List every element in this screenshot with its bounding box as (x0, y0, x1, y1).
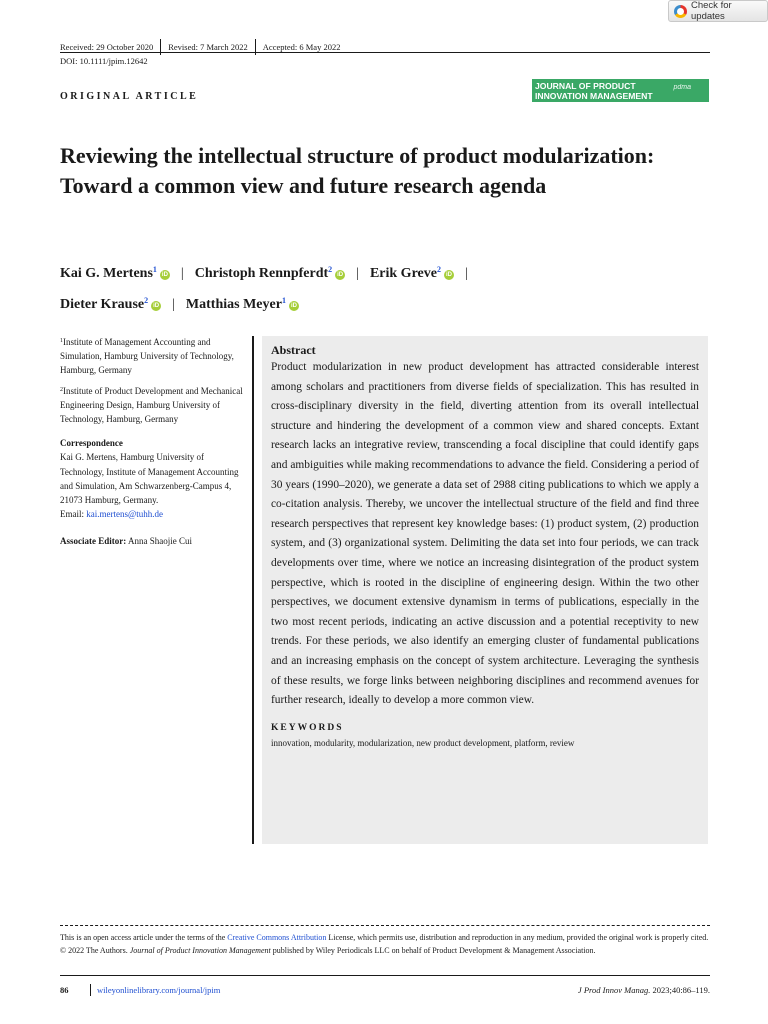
check-for-updates-label: Check for updates (691, 0, 732, 22)
article-title: Reviewing the intellectual structure of product modularization: Toward a common view and future research agenda (60, 143, 655, 198)
author[interactable] (186, 297, 299, 312)
footer-rule (60, 975, 710, 976)
journal-url-link[interactable]: wileyonlinelibrary.com/journal/jpim (97, 985, 221, 995)
journal-logo-line2: INNOVATION MANAGEMENT (535, 91, 653, 101)
correspondence-email (60, 507, 245, 521)
orcid-icon[interactable]: iD (161, 272, 168, 278)
header-rule (60, 52, 710, 53)
revised-date: Revised: 7 March 2022 (168, 42, 248, 52)
license-suffix: License, which permits use, distribution and reproduction in any medium, provided the original work is properly cited. (328, 933, 709, 942)
affiliation (60, 383, 245, 427)
keywords-heading: KEYWORDS (271, 722, 344, 733)
citation-journal: J Prod Innov Manag. (577, 985, 651, 995)
author-list (60, 256, 680, 318)
pdma-logo-mark: pdma (673, 84, 691, 91)
check-for-updates-button[interactable] (668, 0, 768, 22)
orcid-icon[interactable]: iD (153, 303, 160, 309)
copyright (60, 944, 710, 957)
author-separator: | (464, 266, 468, 281)
orcid-icon[interactable]: iD (337, 272, 344, 278)
journal-logo (532, 79, 709, 102)
author-name: Kai G. Mertens (60, 266, 153, 281)
affiliation-text: Institute of Management Accounting and Simulation, Hamburg University of Technology, Hamburg, Germany (60, 337, 234, 376)
abstract-box (262, 336, 708, 844)
affiliation-text: Institute of Product Development and Mechanical Engineering Design, Hamburg University of Technology, Hamburg, Germany (60, 385, 243, 425)
author[interactable] (60, 297, 161, 312)
associate-editor-label: Associate Editor: (60, 536, 127, 547)
license-prefix: This is an open access article under the terms of the (60, 933, 226, 942)
doi: DOI: 10.1111/jpim.12642 (60, 56, 148, 66)
orcid-icon[interactable]: iD (445, 272, 452, 278)
citation-details: 2023;40:86–119. (652, 985, 710, 995)
affiliation-number: 2 (60, 386, 63, 393)
affiliation-ref: 1 (281, 296, 286, 305)
license-text (60, 931, 710, 944)
email-label: Email: (60, 509, 84, 520)
page-footer (60, 984, 710, 996)
author[interactable] (60, 266, 170, 281)
footer-separator (90, 984, 91, 996)
associate-editor-name: Anna Shaojie Cui (128, 536, 193, 547)
license-divider (60, 925, 710, 926)
affiliation-number: 1 (60, 338, 63, 344)
abstract-heading: Abstract (271, 343, 316, 357)
associate-editor (60, 534, 245, 548)
author-separator: | (356, 266, 359, 281)
article-type: ORIGINAL ARTICLE (60, 91, 199, 102)
abstract-text: Product modularization in new product development has attracted considerable interest among scholars and practitioners from diverse fields of specialization. This has resulted in cross-disciplinary diversity in the field, diverting attention from its overall intellectual structure and hindering the development of a common view and shared concepts. Extant research lacks an integrative review, transcending a focal discipline that could identify gaps and ambiguities while making recommendations to advance the field. Considering a period of 30 years (1990–2020), we generate a data set of 2988 citing publications to which we apply a co-citation analysis. Thereby, we uncover the intellectual structure of the field and find three research perspectives that represent key knowledge bases: (1) product system, (2) production system, and (3) organizational system. Delimiting the data set into four periods, we can track developments over time, where we notice an increasing disintegration of the product system perspective, which is rooted in the discipline of engineering design. Within the two other perspectives, we document extensive dynamism in terms of publications, especially in the two most recent periods, indicating an active discussion and a potential receptivity to new trends. For these periods, we also identify an emerging cluster of fundamental publications and an increasing emphasis on the concept of system architecture. Leveraging the synthesis of these results, we forge links between neighboring disciplines and recommend avenues for further research, ideally to develop a more common view. (271, 361, 699, 707)
author-separator: | (172, 297, 175, 312)
copyright-journal: Journal of Product Innovation Management (129, 946, 271, 955)
affiliation-ref: 2 (328, 265, 333, 274)
crossmark-icon (674, 5, 687, 18)
author[interactable] (195, 266, 345, 281)
email-link[interactable]: kai.mertens@tuhh.de (86, 509, 164, 520)
author[interactable] (370, 266, 454, 281)
cc-license-link[interactable]: Creative Commons Attribution (227, 933, 327, 942)
copyright-prefix: © 2022 The Authors. (60, 946, 128, 955)
keywords-list: innovation, modularity, modularization, new product development, platform, review (271, 737, 575, 748)
affiliation-ref: 1 (152, 265, 157, 274)
page-number: 86 (60, 985, 69, 995)
author-name: Christoph Rennpferdt (194, 266, 329, 281)
abstract-rule (252, 336, 254, 844)
correspondence-heading: Correspondence (60, 438, 123, 449)
journal-logo-line1: JOURNAL OF PRODUCT (535, 81, 636, 91)
affiliation (60, 334, 245, 378)
affiliation-ref: 2 (436, 265, 441, 274)
license-notice (60, 931, 710, 957)
citation (578, 985, 710, 995)
affiliation-ref: 2 (144, 296, 149, 305)
correspondence-text: Kai G. Mertens, Hamburg University of Technology, Institute of Management Accounting and Simulation, Am Schwarzenberg-Campus 4, 21073 Hamburg, Germany. (60, 452, 239, 506)
received-date: Received: 29 October 2020 (60, 42, 154, 52)
author-name: Erik Greve (369, 266, 437, 281)
accepted-date: Accepted: 6 May 2022 (262, 42, 341, 52)
copyright-suffix: published by Wiley Periodicals LLC on behalf of Product Development & Management Association. (272, 946, 596, 955)
author-name: Dieter Krause (60, 297, 145, 312)
orcid-icon[interactable]: iD (290, 303, 297, 309)
article-info-column (60, 334, 245, 549)
author-name: Matthias Meyer (185, 297, 282, 312)
author-separator: | (180, 266, 184, 281)
